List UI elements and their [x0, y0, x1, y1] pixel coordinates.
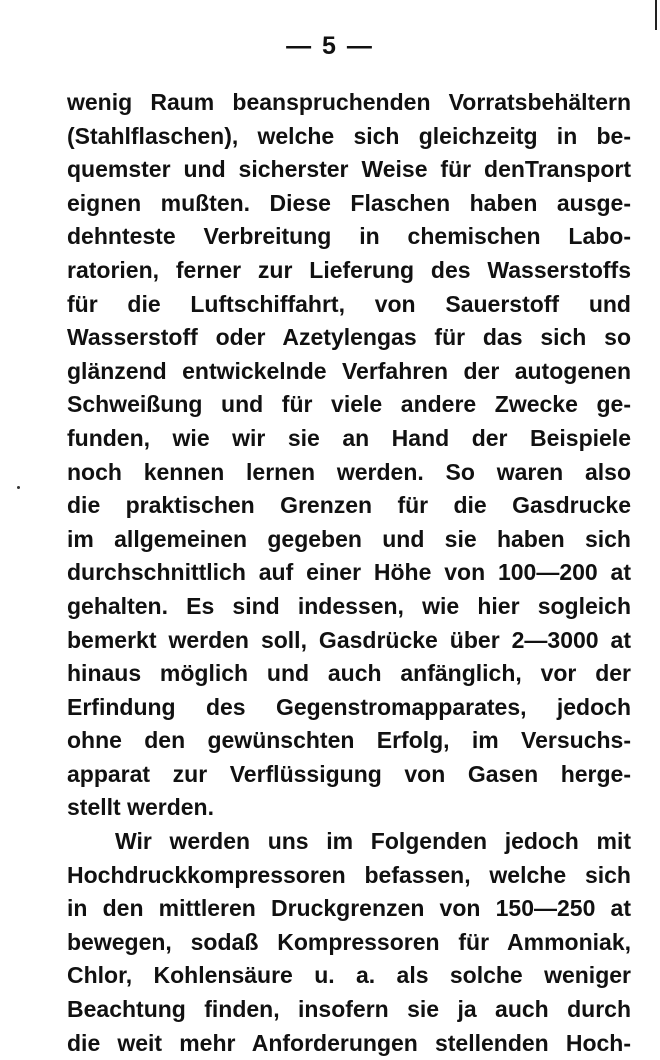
text-line: eignen mußten. Diese Flaschen haben ausge- [67, 189, 631, 216]
text-line: noch kennen lernen werden. So waren also [67, 458, 631, 485]
text-line: ratorien, ferner zur Lieferung des Wasserstoffs [67, 256, 631, 283]
text-line: funden, wie wir sie an Hand der Beispiele [67, 424, 631, 451]
text-line: stellt werden. [67, 794, 214, 821]
text-line: quemster und sicherster Weise für denTransport [67, 156, 631, 183]
text-line: Chlor, Kohlensäure u. a. als solche weniger [67, 962, 631, 989]
text-line: Wir werden uns im Folgenden jedoch mit [115, 828, 631, 855]
text-line: in den mittleren Druckgrenzen von 150—250 at [67, 895, 631, 922]
text-line: bewegen, sodaß Kompressoren für Ammoniak, [67, 928, 631, 955]
text-line: apparat zur Verflüssigung von Gasen herge- [67, 760, 631, 787]
text-line: ohne den gewünschten Erfolg, im Versuchs- [67, 727, 631, 754]
text-line: Hochdruckkompressoren befassen, welche sich [67, 861, 631, 888]
page-edge-mark [655, 0, 657, 30]
text-line: im allgemeinen gegeben und sie haben sich [67, 525, 631, 552]
text-line: durchschnittlich auf einer Höhe von 100—200 at [67, 559, 631, 586]
text-line: dehnteste Verbreitung in chemischen Labo- [67, 223, 631, 250]
text-line: wenig Raum beanspruchenden Vorratsbehältern [67, 89, 631, 115]
text-line: Beachtung finden, insofern sie ja auch durch [67, 996, 631, 1023]
text-line: für die Luftschiffahrt, von Sauerstoff und [67, 290, 631, 317]
text-line: (Stahlflaschen), welche sich gleichzeitg in be- [67, 122, 631, 149]
page-number: — 5 — [286, 32, 374, 60]
text-line: glänzend entwickelnde Verfahren der autogenen [67, 357, 631, 384]
body-text [67, 86, 631, 1060]
text-line: Erfindung des Gegenstromapparates, jedoch [67, 693, 631, 720]
text-line: die praktischen Grenzen für die Gasdrucke [67, 492, 631, 519]
text-line: Wasserstoff oder Azetylengas für das sich so [67, 324, 631, 351]
text-line: die weit mehr Anforderungen stellenden Hoch- [67, 1029, 631, 1056]
text-line: bemerkt werden soll, Gasdrücke über 2—3000 at [67, 626, 631, 653]
paragraph-1 [67, 86, 631, 825]
text-line: gehalten. Es sind indessen, wie hier sogleich [67, 592, 631, 619]
text-line: hinaus möglich und auch anfänglich, vor der [67, 660, 631, 687]
paragraph-2 [67, 825, 631, 1060]
margin-dot [17, 486, 20, 489]
text-line: Schweißung und für viele andere Zwecke ge- [67, 391, 631, 418]
